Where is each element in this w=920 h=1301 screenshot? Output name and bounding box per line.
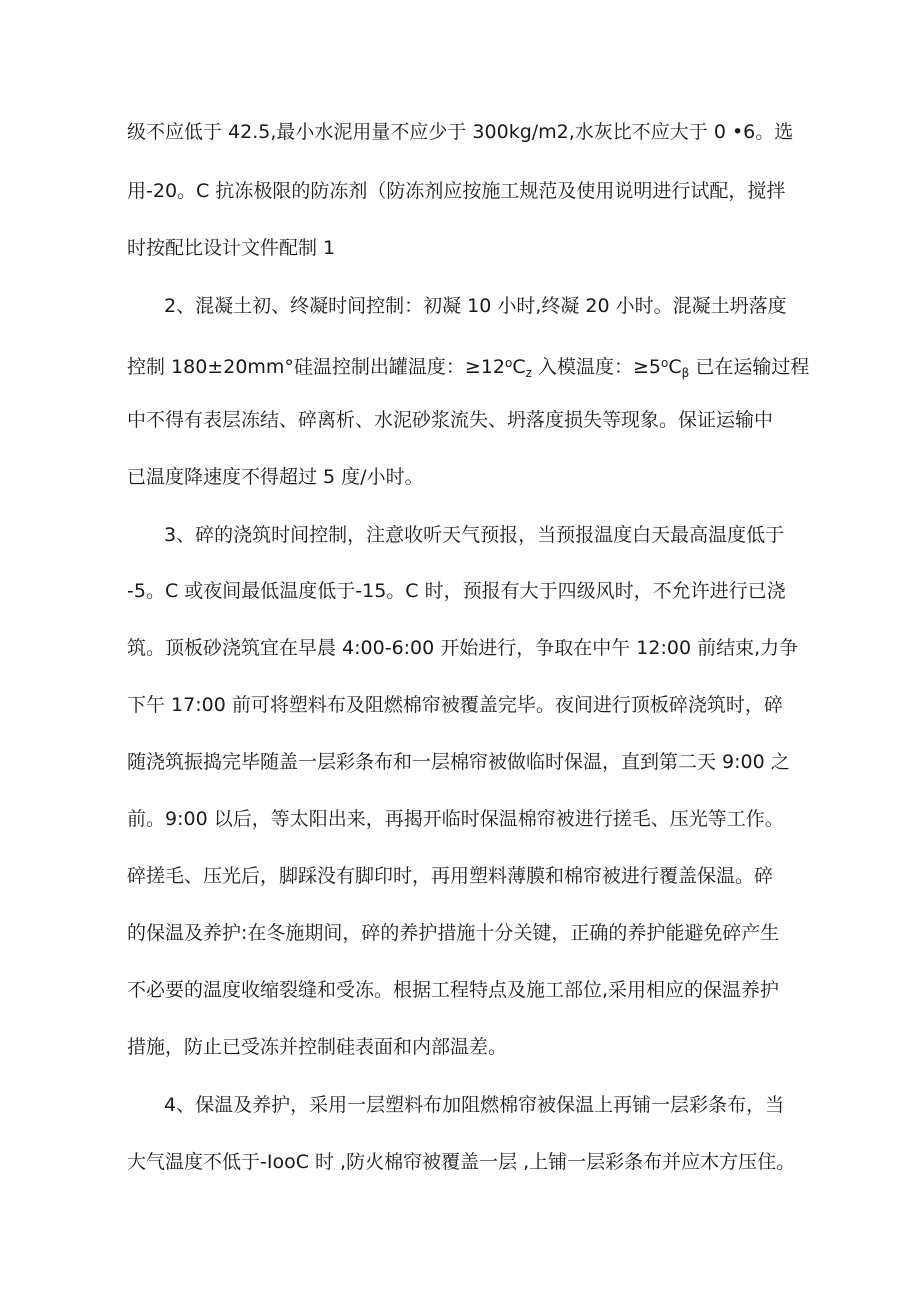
text-line: 不必要的温度收缩裂缝和受冻。根据工程特点及施工部位,采用相应的保温养护 [127,979,780,1001]
text-line: 时按配比设计文件配制 1 [127,237,336,259]
text-segment: 入模温度：≥5 [531,356,662,378]
text-line: 级不应低于 42.5,最小水泥用量不应少于 300kg/m2,水灰比不应大于 0 •6。选 [127,121,794,143]
text-segment: 控制 180±20mm°硅温控制出罐温度： [127,356,465,378]
text-line: 的保温及养护:在冬施期间，碎的养护措施十分关键，正确的养护能避免碎产生 [127,922,780,944]
text-line: 大气温度不低于-IooC 时 ,防火棉帘被覆盖一层 ,上铺一层彩条布并应木方压住。 [127,1151,796,1173]
superscript: o [505,356,513,370]
text-line: 碎搓毛、压光后，脚踩没有脚印时，再用塑料薄膜和棉帘被进行覆盖保温。碎 [127,865,774,887]
text-line: 3、碎的浇筑时间控制，注意收听天气预报，当预报温度白天最高温度低于 [164,524,785,546]
text-line: 前。9:00 以后，等太阳出来，再揭开临时保温棉帘被进行搓毛、压光等工作。 [127,808,784,830]
text-segment: C [512,356,526,378]
text-line: 用-20。C 抗冻极限的防冻剂（防冻剂应按施工规范及使用说明进行试配，搅拌 [127,180,786,202]
subscript: z [525,366,532,380]
text-line: -5。C 或夜间最低温度低于-15。C 时，预报有大于四级风时，不允许进行已浇 [127,580,786,602]
text-line: 筑。顶板砂浇筑宜在早晨 4:00-6:00 开始进行，争取在中午 12:00 前结束,力争 [127,637,799,659]
text-line: 中不得有表层冻结、碎离析、水泥砂浆流失、坍落度损失等现象。保证运输中 [127,409,774,431]
text-segment: ≥12 [464,356,506,378]
text-segment: C [668,356,682,378]
text-line: 随浇筑振捣完毕随盖一层彩条布和一层棉帘被做临时保温，直到第二天 9:00 之 [127,751,790,773]
text-segment: 已在运输过程 [689,356,810,378]
text-line: 2、混凝土初、终凝时间控制：初凝 10 小时,终凝 20 小时。混凝土坍落度 [164,295,787,317]
text-line: 措施，防止已受冻并控制硅表面和内部温差。 [127,1036,508,1058]
text-line: 4、保温及养护，采用一层塑料布加阻燃棉帘被保温上再铺一层彩条布，当 [164,1094,785,1116]
text-line: 下午 17:00 前可将塑料布及阻燃棉帘被覆盖完毕。夜间进行顶板碎浇筑时，碎 [127,694,783,716]
text-line-with-formula [127,351,809,385]
subscript: β [681,366,690,380]
text-line: 已温度降速度不得超过 5 度/小时。 [127,466,424,488]
superscript: o [661,356,669,370]
